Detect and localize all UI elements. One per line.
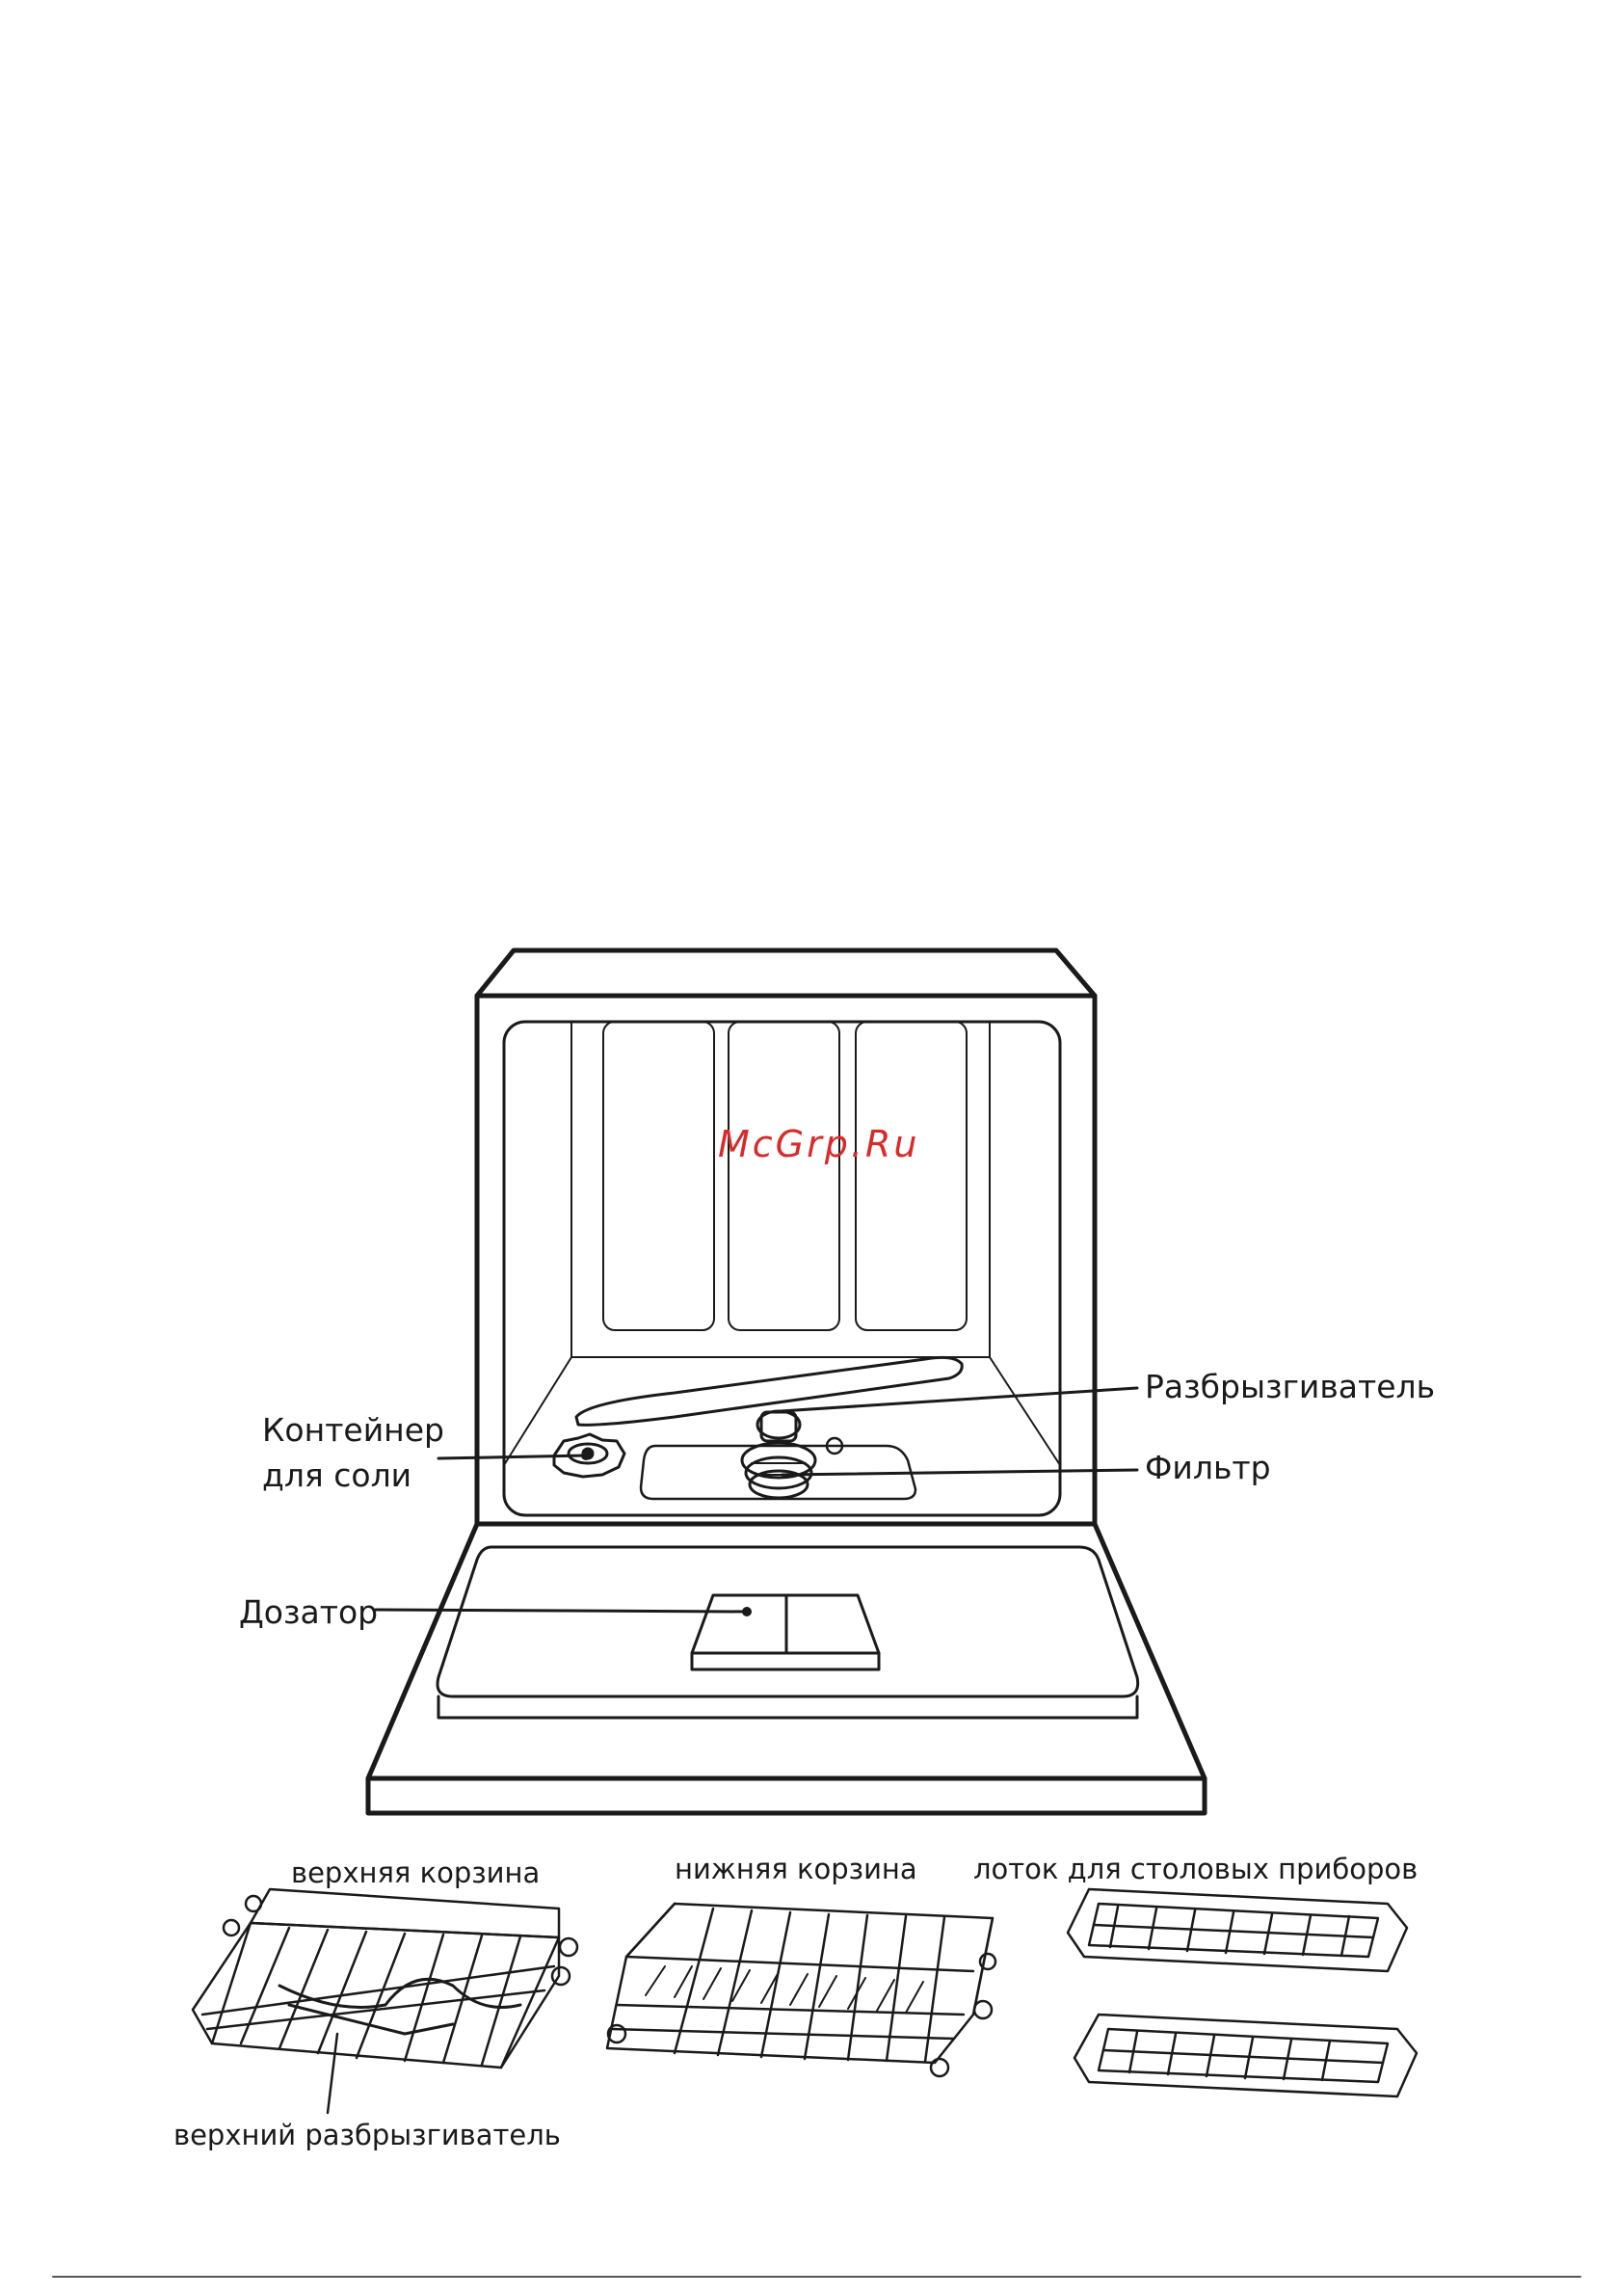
label-dispenser: Дозатор [239,1593,379,1631]
label-cutlery-tray: лоток для столовых приборов [973,1853,1419,1885]
label-upper-spray-arm: верхний разбрызгиватель [173,2119,561,2151]
spray-arm [576,1357,962,1441]
filter-tray [641,1438,915,1499]
label-salt-container-line1: Контейнер [262,1411,444,1449]
watermark-text: McGrp.Ru [718,1123,920,1165]
cutlery-tray-illustration [1068,1889,1417,2096]
lower-basket-illustration [607,1904,995,2076]
label-upper-basket: верхняя корзина [291,1856,541,1889]
label-spray-arm: Разбрызгиватель [1145,1368,1436,1405]
label-salt-container-line2: для соли [262,1456,412,1494]
upper-basket-illustration [193,1889,577,2113]
label-filter: Фильтр [1145,1449,1271,1486]
label-lower-basket: нижняя корзина [675,1853,917,1885]
dishwasher-door [368,1524,1205,1813]
